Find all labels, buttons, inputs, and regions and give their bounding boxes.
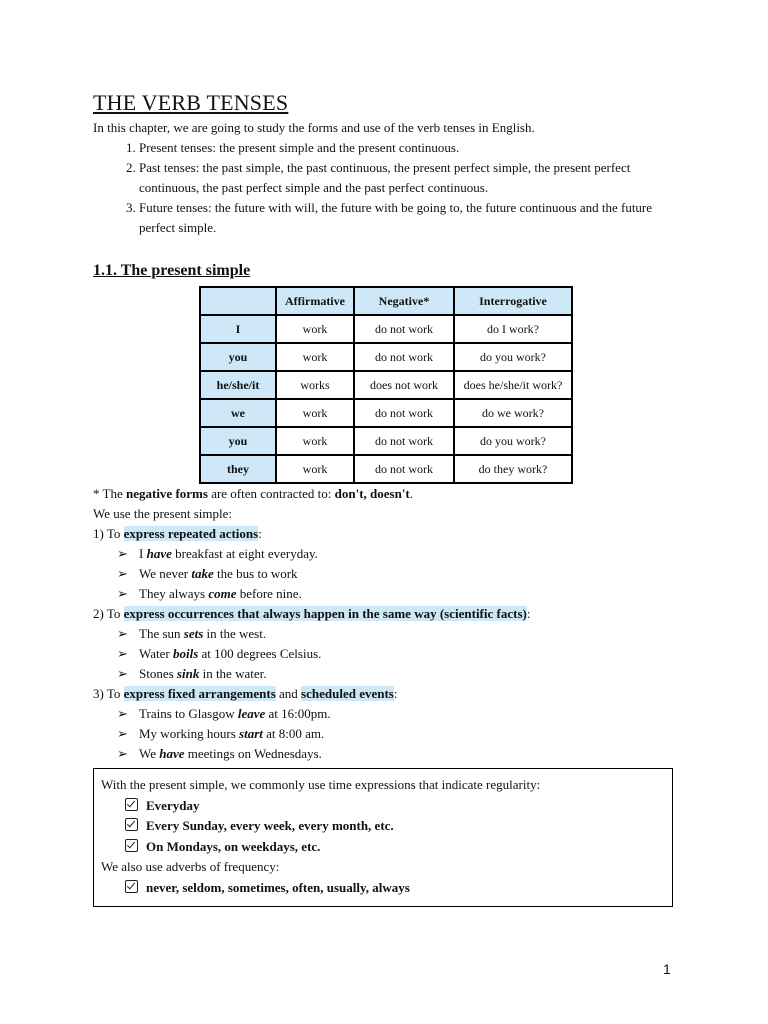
example-text: We never [139, 566, 192, 581]
example-text: in the west. [203, 626, 267, 641]
arrow-bullet-icon: ➢ [117, 626, 128, 641]
example-verb: leave [237, 706, 266, 721]
adverbs-intro: We also use adverbs of frequency: [101, 859, 280, 874]
checklist-item [125, 816, 665, 837]
checkbox-checked-icon [125, 880, 138, 893]
example-verb: come [208, 586, 237, 601]
table-cell: do you work? [454, 343, 572, 371]
example-text: The sun [139, 626, 184, 641]
table-cell: work [276, 399, 354, 427]
example-verb: start [239, 726, 263, 741]
example-text: Stones [139, 666, 177, 681]
pronoun-cell: you [200, 427, 276, 455]
table-row [200, 399, 572, 427]
checklist-item [125, 837, 665, 858]
example-verb: have [159, 746, 185, 761]
usage-punct: : [258, 526, 262, 541]
example-list [93, 704, 673, 764]
example-verb: take [191, 566, 214, 581]
example-text: Water [139, 646, 173, 661]
example-item [117, 544, 673, 564]
example-text: My working hours [139, 726, 240, 741]
example-item [117, 584, 673, 604]
example-text: breakfast at eight everyday. [171, 546, 318, 561]
usage-highlight: scheduled events [301, 686, 394, 701]
table-cell: work [276, 315, 354, 343]
checklist-item [125, 796, 665, 817]
usage-heading [93, 524, 673, 544]
example-text: I [139, 546, 147, 561]
example-text: meetings on Wednesdays. [184, 746, 322, 761]
table-cell: works [276, 371, 354, 399]
table-cell: do not work [354, 455, 454, 483]
example-item [117, 664, 673, 684]
note-text: . [409, 486, 414, 501]
arrow-bullet-icon: ➢ [117, 726, 128, 741]
usage-number: 3) To [93, 686, 124, 701]
adverb-list [101, 878, 665, 899]
document-page [93, 88, 673, 907]
table-cell: do not work [354, 399, 454, 427]
table-row [200, 455, 572, 483]
usage-text: and [275, 686, 302, 701]
checklist-text: Every Sunday, every week, every month, etc. [146, 818, 394, 833]
usage-heading [93, 684, 673, 704]
list-item: 2. Past tenses: the past simple, the past continuous, the present perfect simple, the present perfect continuous, the past perfect simple and the past perfect continuous. [139, 158, 673, 198]
example-list [93, 544, 673, 604]
table-cell: do we work? [454, 399, 572, 427]
example-list [93, 624, 673, 684]
table-cell: do they work? [454, 455, 572, 483]
arrow-bullet-icon: ➢ [117, 646, 128, 661]
usage-highlight: express repeated actions [123, 526, 259, 541]
table-header-cell: Affirmative [276, 287, 354, 315]
note-text: * The [93, 486, 126, 501]
example-text: They always [139, 586, 209, 601]
example-text: at 16:00pm. [265, 706, 331, 721]
example-item [117, 564, 673, 584]
table-cell: do you work? [454, 427, 572, 455]
usage-punct: : [393, 686, 398, 701]
example-item [117, 724, 673, 744]
list-item: 3. Future tenses: the future with will, the future with be going to, the future continuous and the future perfect simple. [139, 198, 673, 238]
pronoun-cell: you [200, 343, 276, 371]
table-cell: work [276, 343, 354, 371]
example-text: in the water. [199, 666, 267, 681]
checklist-text: never, seldom, sometimes, often, usually, always [146, 879, 410, 895]
arrow-bullet-icon: ➢ [117, 586, 128, 601]
table-row [200, 343, 572, 371]
table-header-row [200, 287, 572, 315]
example-verb: have [146, 546, 172, 561]
table-row [200, 315, 572, 343]
note-text: are often contracted to: [207, 486, 335, 501]
example-text: the bus to work [213, 566, 298, 581]
pronoun-cell: he/she/it [200, 371, 276, 399]
checkbox-checked-icon [125, 818, 138, 831]
usage-punct: : [526, 606, 531, 621]
arrow-bullet-icon: ➢ [117, 746, 128, 761]
usage-highlight: express fixed arrangements [123, 686, 276, 701]
usage-intro: We use the present simple: [93, 506, 233, 521]
example-text: at 8:00 am. [262, 726, 325, 741]
arrow-bullet-icon: ➢ [117, 546, 128, 561]
checklist-text: Everyday [146, 797, 200, 813]
table-cell: do not work [354, 315, 454, 343]
usage-number: 1) To [93, 526, 124, 541]
checklist-text: On Mondays, on weekdays, etc. [146, 838, 321, 854]
example-text: at 100 degrees Celsius. [198, 646, 322, 661]
table-header-cell: Negative* [354, 287, 454, 315]
tense-overview-list [93, 138, 673, 238]
table-header-cell: Interrogative [454, 287, 572, 315]
example-text: before nine. [236, 586, 302, 601]
usage-number: 2) To [93, 606, 124, 621]
time-expressions-box [93, 768, 673, 907]
page-number: 1 [663, 961, 671, 977]
note-bold: negative forms [125, 486, 208, 501]
pronoun-cell: they [200, 455, 276, 483]
usage-heading [93, 604, 673, 624]
checklist-item [125, 878, 665, 899]
example-verb: boils [172, 646, 199, 661]
example-item [117, 704, 673, 724]
table-header-cell [200, 287, 276, 315]
example-item [117, 644, 673, 664]
example-text: Trains to Glasgow [139, 706, 238, 721]
pronoun-cell: I [200, 315, 276, 343]
table-cell: do not work [354, 343, 454, 371]
table-cell: do not work [354, 427, 454, 455]
example-item [117, 624, 673, 644]
example-verb: sets [183, 626, 204, 641]
arrow-bullet-icon: ➢ [117, 666, 128, 681]
table-row [200, 427, 572, 455]
box-intro: With the present simple, we commonly use time expressions that indicate regularity: [101, 777, 541, 792]
table-cell: does not work [354, 371, 454, 399]
time-expression-list [101, 796, 665, 858]
arrow-bullet-icon: ➢ [117, 566, 128, 581]
checkbox-checked-icon [125, 839, 138, 852]
table-cell: do I work? [454, 315, 572, 343]
note-bold: don't, doesn't [334, 486, 410, 501]
list-item: 1. Present tenses: the present simple and the present continuous. [139, 138, 673, 158]
table-cell: does he/she/it work? [454, 371, 572, 399]
pronoun-cell: we [200, 399, 276, 427]
table-cell: work [276, 427, 354, 455]
table-row [200, 371, 572, 399]
example-item [117, 744, 673, 764]
checkbox-checked-icon [125, 798, 138, 811]
example-verb: sink [176, 666, 200, 681]
table-cell: work [276, 455, 354, 483]
page-title: THE VERB TENSES [93, 90, 289, 115]
section-heading: 1.1. The present simple [93, 262, 251, 279]
contraction-note [93, 484, 673, 504]
intro-paragraph: In this chapter, we are going to study the forms and use of the verb tenses in English. [93, 120, 535, 135]
conjugation-table [199, 286, 573, 484]
arrow-bullet-icon: ➢ [117, 706, 128, 721]
example-text: We [139, 746, 160, 761]
usage-highlight: express occurrences that always happen in the same way (scientific facts) [123, 606, 527, 621]
